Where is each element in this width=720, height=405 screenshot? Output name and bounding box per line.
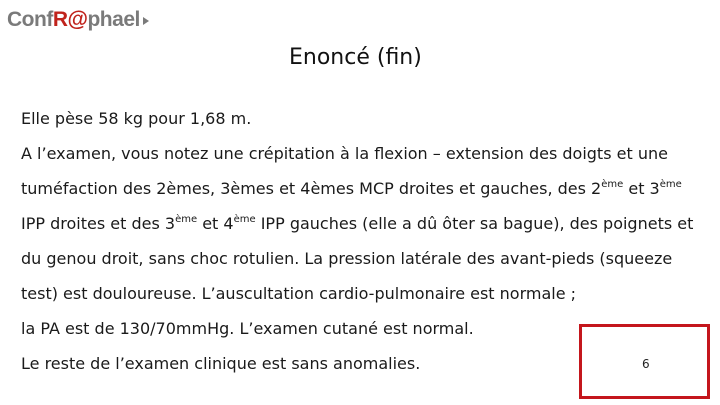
body-line-3-sup-2: ème <box>659 179 682 190</box>
logo-text-conf: Conf <box>7 8 53 31</box>
body-line-2: A l’examen, vous notez une crépitation à la flexion – extension des doigts et une <box>21 144 668 163</box>
body-line-4-part-c: IPP gauches (elle a dû ôter sa bague), des poignets et <box>255 214 694 233</box>
slide-title: Enoncé (fin) <box>289 45 422 70</box>
body-line-7: la PA est de 130/70mmHg. L’examen cutané est normal. <box>21 319 474 338</box>
body-line-8: Le reste de l’examen clinique est sans anomalies. <box>21 354 421 373</box>
body-line-1: Elle pèse 58 kg pour 1,68 m. <box>21 109 252 128</box>
body-line-4-part-a: IPP droites et des 3 <box>21 214 176 233</box>
confraphael-logo <box>7 6 149 34</box>
body-line-4-part-b: et 4 <box>197 214 234 233</box>
body-line-4 <box>21 206 711 241</box>
body-line-3-part-a: tuméfaction des 2èmes, 3èmes et 4èmes MCP droites et gauches, des 2 <box>21 179 602 198</box>
body-line-5: du genou droit, sans choc rotulien. La pression latérale des avant-pieds (squeeze <box>21 249 673 268</box>
logo-text-phael: phael <box>87 8 140 31</box>
body-line-3-part-b: et 3 <box>623 179 660 198</box>
body-line-4-sup-2: ème <box>233 214 256 225</box>
logo-text-r-at: R@ <box>52 8 88 31</box>
logo-arrow-icon <box>143 17 149 25</box>
body-line-4-sup-1: ème <box>175 214 198 225</box>
body-line-6: test) est douloureuse. L’auscultation cardio-pulmonaire est normale ; <box>21 284 577 303</box>
page-number: 6 <box>642 357 650 371</box>
body-line-3 <box>21 171 711 206</box>
body-line-3-sup-1: ème <box>601 179 624 190</box>
